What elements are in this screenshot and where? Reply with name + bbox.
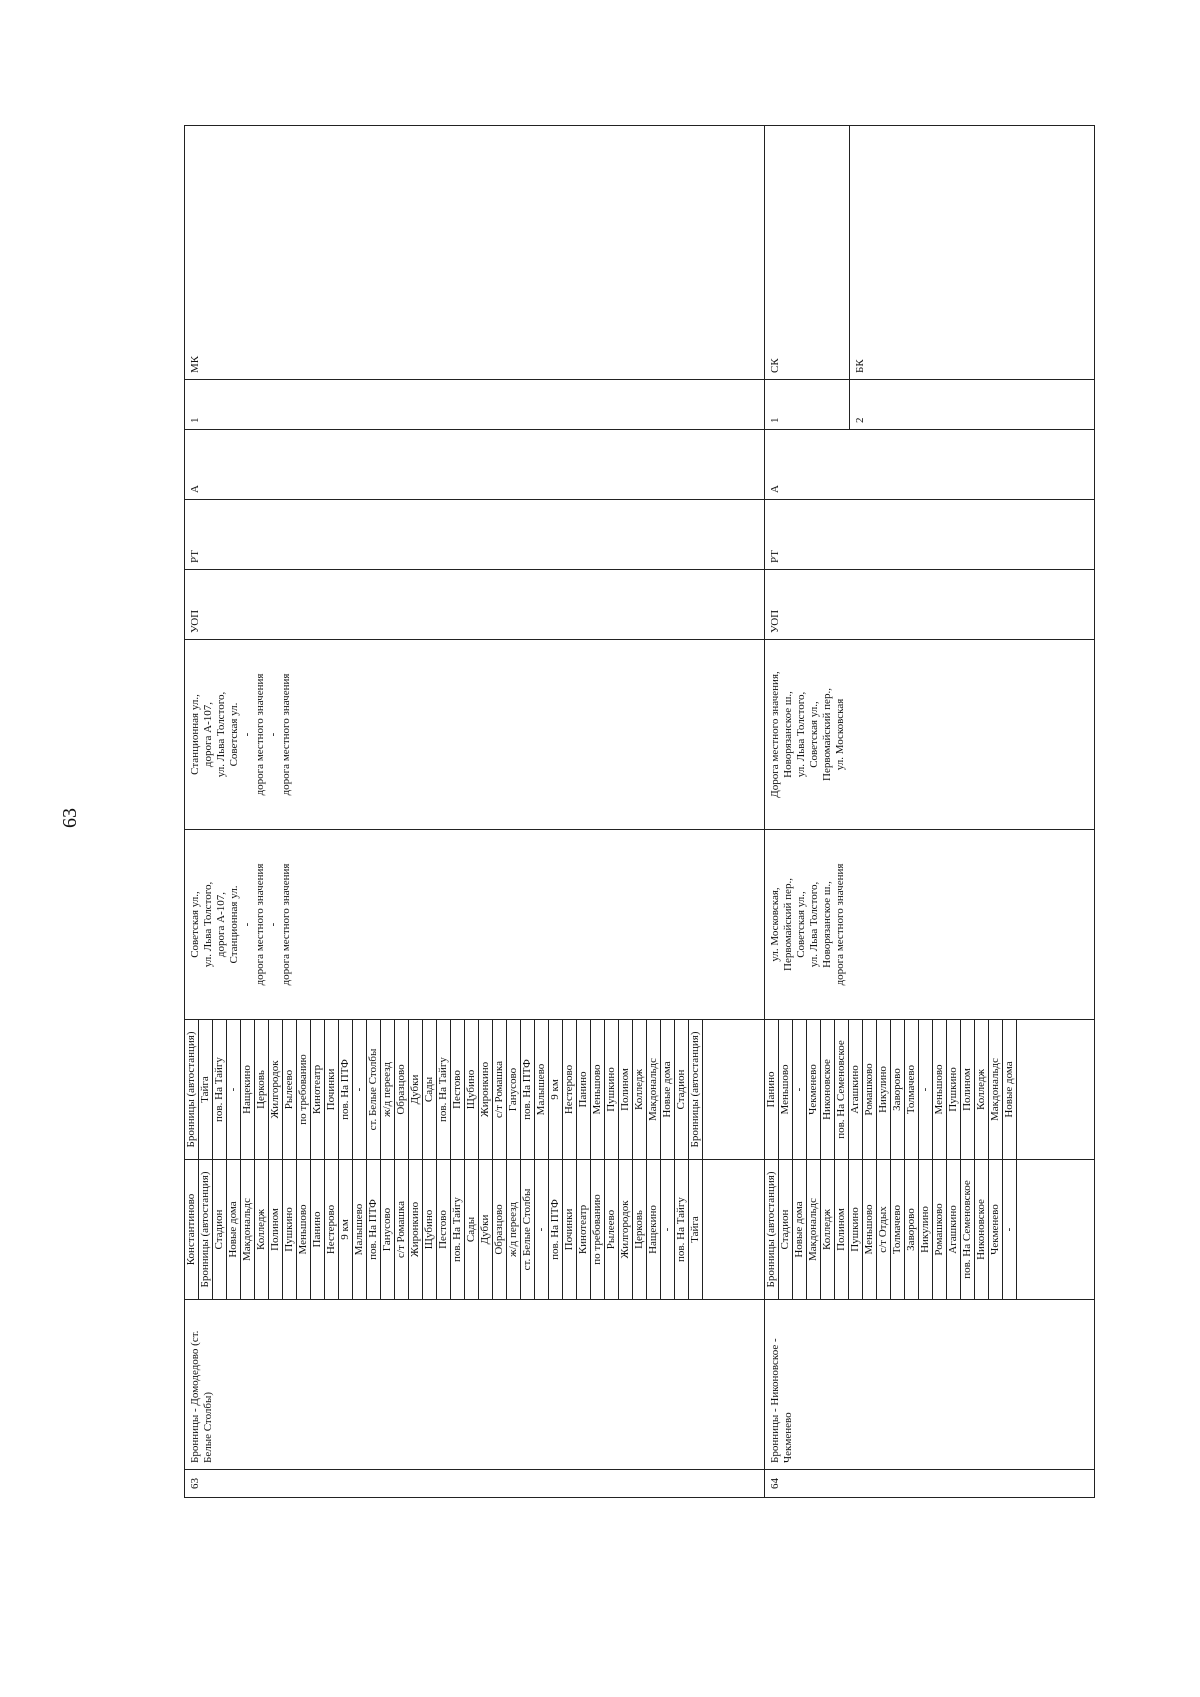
stop-row — [647, 1160, 661, 1299]
stop-name: с/т Ромашка — [493, 1020, 507, 1159]
vehicle-type: А — [185, 430, 765, 500]
stop-name: Малышево — [535, 1020, 549, 1159]
stop-name: Жилгородок — [269, 1020, 283, 1159]
stop-name: Кинотеатр — [311, 1020, 325, 1159]
stop-row — [493, 1020, 507, 1159]
vehicle-class: БК — [854, 359, 866, 373]
stop-name: Толмачево — [905, 1020, 919, 1159]
stop-row — [241, 1020, 255, 1159]
stop-row — [947, 1020, 961, 1159]
stop-row — [989, 1020, 1003, 1159]
stop-name: ст. Белые Столбы — [521, 1160, 535, 1299]
stop-row — [591, 1160, 605, 1299]
stops-forward-list — [765, 1160, 1017, 1299]
stop-row — [605, 1160, 619, 1299]
stop-name: Заворово — [891, 1020, 905, 1159]
vehicle-class-cell — [765, 126, 1095, 380]
stop-name: Толмачево — [891, 1160, 905, 1299]
stop-row — [877, 1020, 891, 1159]
stop-name: пов. На ПТФ — [549, 1160, 563, 1299]
stop-row — [905, 1020, 919, 1159]
stop-row — [423, 1160, 437, 1299]
stop-row — [1003, 1020, 1017, 1159]
stop-row — [339, 1020, 353, 1159]
streets-backward — [765, 640, 1095, 830]
stop-name: Нащекино — [241, 1020, 255, 1159]
stop-row — [891, 1020, 905, 1159]
stop-row — [353, 1160, 367, 1299]
route-row-63 — [185, 126, 765, 1498]
stop-name: Дубки — [479, 1160, 493, 1299]
streets-backward — [185, 640, 765, 830]
stop-row — [437, 1160, 451, 1299]
stop-name: Никоновское — [821, 1020, 835, 1159]
vehicle-count: 1 — [765, 380, 850, 429]
stop-name: Полином — [835, 1160, 849, 1299]
stop-row — [577, 1020, 591, 1159]
stop-name: Ганусово — [507, 1020, 521, 1159]
stop-name: Колледж — [975, 1020, 989, 1159]
stop-row — [689, 1020, 703, 1159]
stop-name: Колледж — [821, 1160, 835, 1299]
stop-row — [409, 1160, 423, 1299]
stop-row — [199, 1020, 213, 1159]
stop-name: с/т Ромашка — [395, 1160, 409, 1299]
street-line: дорога местного значения — [280, 863, 292, 986]
stop-name: Ромашково — [933, 1160, 947, 1299]
stop-name: Сады — [465, 1160, 479, 1299]
stop-name: - — [1003, 1160, 1017, 1299]
stop-name: Макдональдс — [241, 1160, 255, 1299]
vehicle-count-split — [765, 380, 882, 429]
stop-name: Полином — [961, 1020, 975, 1159]
stop-row — [849, 1160, 863, 1299]
stop-name: Панино — [765, 1020, 779, 1159]
stop-name: Починки — [325, 1020, 339, 1159]
stop-name: Тайга — [199, 1020, 213, 1159]
stop-row — [947, 1160, 961, 1299]
stop-row — [863, 1020, 877, 1159]
stop-name: Чекменево — [807, 1020, 821, 1159]
stop-row — [507, 1020, 521, 1159]
vehicle-count-cell — [765, 380, 1095, 430]
stop-name: Церковь — [255, 1020, 269, 1159]
stop-name: Полином — [619, 1020, 633, 1159]
stop-row — [779, 1020, 793, 1159]
stop-name: Пушкино — [947, 1020, 961, 1159]
stop-row — [325, 1160, 339, 1299]
stop-row — [619, 1160, 633, 1299]
vehicle-count: 2 — [854, 417, 866, 423]
stop-name: пов. На Тайгу — [437, 1020, 451, 1159]
stop-name: Образцово — [395, 1020, 409, 1159]
stops-backward-cell — [765, 1020, 1095, 1160]
street-line: Станционная ул., — [189, 694, 201, 775]
stop-name: Рылеево — [283, 1020, 297, 1159]
stop-name: Никулино — [877, 1020, 891, 1159]
stop-name: Панино — [577, 1020, 591, 1159]
stop-name: пов. На Семеновское — [835, 1020, 849, 1159]
stop-row — [821, 1160, 835, 1299]
stop-row — [311, 1160, 325, 1299]
stop-name: Пестово — [451, 1020, 465, 1159]
stop-name: Тайга — [689, 1160, 703, 1299]
stop-name: Щубино — [465, 1020, 479, 1159]
stop-name: ст. Белые Столбы — [367, 1020, 381, 1159]
stop-row — [989, 1160, 1003, 1299]
stop-row — [535, 1020, 549, 1159]
street-line: Первомайский пер., — [821, 688, 833, 781]
stop-name: Пушкино — [283, 1160, 297, 1299]
street-line: Первомайский пер., — [782, 878, 794, 971]
stop-name: пов. На Тайгу — [451, 1160, 465, 1299]
stop-name: Бронницы (автостанция) — [765, 1160, 779, 1299]
stop-order: УОП — [765, 570, 1095, 640]
street-line: Советская ул. — [228, 702, 240, 767]
stop-name: Малышево — [353, 1160, 367, 1299]
street-line: - — [267, 732, 279, 737]
stop-row — [395, 1020, 409, 1159]
stop-row — [297, 1020, 311, 1159]
stop-row — [311, 1020, 325, 1159]
stop-row — [961, 1160, 975, 1299]
stop-row — [675, 1020, 689, 1159]
stop-name: Чекменево — [989, 1160, 1003, 1299]
stop-name: Никулино — [919, 1160, 933, 1299]
stop-row — [807, 1020, 821, 1159]
stop-name: Меньшово — [779, 1020, 793, 1159]
stops-forward-list — [185, 1160, 703, 1299]
street-line: Советская ул., — [189, 891, 201, 958]
stop-row — [591, 1020, 605, 1159]
stop-row — [395, 1160, 409, 1299]
stop-name: - — [793, 1020, 807, 1159]
stop-row — [381, 1020, 395, 1159]
stop-name: Щубино — [423, 1160, 437, 1299]
stop-row — [961, 1020, 975, 1159]
stop-row — [577, 1160, 591, 1299]
stop-row — [661, 1020, 675, 1159]
streets-forward — [765, 830, 1095, 1020]
stop-name: - — [919, 1020, 933, 1159]
stop-row — [891, 1160, 905, 1299]
stop-row — [199, 1160, 213, 1299]
street-line: ул. Льва Толстого, — [202, 881, 214, 968]
stop-row — [213, 1160, 227, 1299]
streets-forward — [185, 830, 765, 1020]
stop-row — [605, 1020, 619, 1159]
stop-row — [269, 1160, 283, 1299]
stop-row — [933, 1020, 947, 1159]
stop-name: Дубки — [409, 1020, 423, 1159]
stop-name: Полином — [269, 1160, 283, 1299]
stop-name: Стадион — [213, 1160, 227, 1299]
stop-row — [933, 1160, 947, 1299]
stop-name: Церковь — [633, 1160, 647, 1299]
stop-name: Жилгородок — [619, 1160, 633, 1299]
stop-name: по требованию — [591, 1160, 605, 1299]
stop-row — [905, 1160, 919, 1299]
stop-row — [563, 1020, 577, 1159]
stop-name: Колледж — [633, 1020, 647, 1159]
street-line: Дорога местного значения, — [769, 671, 781, 798]
stop-name: ж/д переезд — [381, 1020, 395, 1159]
stop-row — [465, 1020, 479, 1159]
stops-header: Константиново — [185, 1160, 199, 1299]
stop-name: Пестово — [437, 1160, 451, 1299]
stop-row — [793, 1020, 807, 1159]
vehicle-class: МК — [185, 126, 765, 380]
stop-row — [821, 1020, 835, 1159]
stop-row — [339, 1160, 353, 1299]
stop-name: Пушкино — [849, 1160, 863, 1299]
vehicle-type: А — [765, 430, 1095, 500]
stop-row — [549, 1020, 563, 1159]
street-line: Станционная ул. — [228, 885, 240, 964]
stop-name: Стадион — [675, 1020, 689, 1159]
route-name: Бронницы - Никоновское - Чекменево — [765, 1300, 1095, 1470]
stop-row — [835, 1160, 849, 1299]
stop-row — [451, 1160, 465, 1299]
stop-row — [689, 1160, 703, 1299]
vehicle-class-split — [765, 126, 882, 379]
street-line: ул. Льва Толстого, — [808, 881, 820, 968]
stop-row — [807, 1160, 821, 1299]
street-line: ул. Льва Толстого, — [215, 691, 227, 778]
stop-name: Никоновское — [975, 1160, 989, 1299]
stop-name: Нестерово — [325, 1160, 339, 1299]
stop-name: Бронницы (автостанция) — [689, 1020, 703, 1159]
stop-row — [563, 1160, 577, 1299]
stop-name: ж/д переезд — [507, 1160, 521, 1299]
stop-name: Образцово — [493, 1160, 507, 1299]
route-number: 63 — [185, 1470, 765, 1498]
stop-row — [269, 1020, 283, 1159]
street-line: - — [267, 922, 279, 927]
stop-row — [975, 1020, 989, 1159]
stops-backward-cell — [185, 1020, 765, 1160]
stop-row — [493, 1160, 507, 1299]
stop-name: Рылеево — [605, 1160, 619, 1299]
stop-name: Жиронкино — [479, 1020, 493, 1159]
stop-row — [765, 1020, 779, 1159]
stop-row — [633, 1020, 647, 1159]
stop-name: с/т Отдых — [877, 1160, 891, 1299]
street-line: дорога местного значения — [254, 673, 266, 796]
stop-name: Заворово — [905, 1160, 919, 1299]
stop-name: - — [353, 1020, 367, 1159]
stop-name: Нестерово — [563, 1020, 577, 1159]
tariff: РТ — [185, 500, 765, 570]
stop-row — [835, 1020, 849, 1159]
stop-name: Новые дома — [793, 1160, 807, 1299]
street-line: дорога местного значения — [834, 863, 846, 986]
vehicle-class: СК — [765, 126, 850, 379]
stop-name: 9 км — [339, 1160, 353, 1299]
stop-name: пов. На Тайгу — [213, 1020, 227, 1159]
stop-row — [975, 1160, 989, 1299]
stop-row — [409, 1020, 423, 1159]
stop-row — [367, 1160, 381, 1299]
stop-row — [919, 1160, 933, 1299]
stop-name: 9 км — [549, 1020, 563, 1159]
stop-name: Кинотеатр — [577, 1160, 591, 1299]
stop-row — [647, 1020, 661, 1159]
vehicle-count: 1 — [185, 380, 765, 430]
stop-row — [521, 1020, 535, 1159]
stop-row — [227, 1020, 241, 1159]
stop-name: Починки — [563, 1160, 577, 1299]
stop-name: Ромашково — [863, 1020, 877, 1159]
street-line: дорога местного значения — [280, 673, 292, 796]
stop-row — [521, 1160, 535, 1299]
stops-forward-cell — [185, 1160, 765, 1300]
tariff: РТ — [765, 500, 1095, 570]
street-line: ул. Льва Толстого, — [795, 691, 807, 778]
stop-name: Агашкино — [849, 1020, 863, 1159]
stop-row — [919, 1020, 933, 1159]
stop-row — [255, 1020, 269, 1159]
stop-row — [633, 1160, 647, 1299]
stop-row — [213, 1020, 227, 1159]
stop-name: Нащекино — [647, 1160, 661, 1299]
stop-name: Колледж — [255, 1160, 269, 1299]
street-line: ул. Московская — [834, 698, 846, 771]
stop-name: Меньшово — [591, 1020, 605, 1159]
stop-row — [437, 1020, 451, 1159]
stop-name: Макдональдс — [647, 1020, 661, 1159]
stop-row — [367, 1020, 381, 1159]
stop-row — [255, 1160, 269, 1299]
stop-name: пов. На ПТФ — [521, 1020, 535, 1159]
stop-row — [661, 1160, 675, 1299]
stop-row — [863, 1160, 877, 1299]
street-line: дорога А-107, — [202, 701, 214, 768]
stops-header-back: Бронницы (автостанция) — [185, 1020, 199, 1159]
stop-row — [779, 1160, 793, 1299]
stop-row — [549, 1160, 563, 1299]
stop-row — [283, 1160, 297, 1299]
stop-name: по требованию — [297, 1020, 311, 1159]
stop-row — [227, 1160, 241, 1299]
stop-row — [793, 1160, 807, 1299]
stop-row — [507, 1160, 521, 1299]
street-line: Советская ул., — [808, 701, 820, 768]
street-line: дорога А-107, — [215, 891, 227, 958]
street-line: ул. Московская, — [769, 887, 781, 962]
stop-row — [353, 1020, 367, 1159]
stop-name: Макдональдс — [807, 1160, 821, 1299]
route-number: 64 — [765, 1470, 1095, 1498]
street-line: Новорязанское ш., — [821, 881, 833, 968]
route-table — [184, 125, 1095, 1498]
stop-row — [535, 1160, 549, 1299]
stop-row — [619, 1020, 633, 1159]
stop-name: Пушкино — [605, 1020, 619, 1159]
stop-name: Стадион — [779, 1160, 793, 1299]
stop-name: Новые дома — [661, 1020, 675, 1159]
stop-name: Панино — [311, 1160, 325, 1299]
page-number: 63 — [59, 808, 81, 828]
stop-name: Жиронкино — [409, 1160, 423, 1299]
stop-row — [283, 1020, 297, 1159]
stop-name: - — [227, 1020, 241, 1159]
stop-name: Новые дома — [1003, 1020, 1017, 1159]
stop-row — [877, 1160, 891, 1299]
stop-name: Новые дома — [227, 1160, 241, 1299]
stop-name: пов. На Семеновское — [961, 1160, 975, 1299]
stop-name: пов. На ПТФ — [367, 1160, 381, 1299]
stop-name: Бронницы (автостанция) — [199, 1160, 213, 1299]
stops-forward-cell — [765, 1160, 1095, 1300]
street-line: - — [241, 922, 253, 927]
stop-row — [465, 1160, 479, 1299]
stop-name: - — [661, 1160, 675, 1299]
stop-row — [241, 1160, 255, 1299]
stop-name: Макдональдс — [989, 1020, 1003, 1159]
stop-row — [325, 1020, 339, 1159]
stop-name: пов. На Тайгу — [675, 1160, 689, 1299]
stop-name: Агашкино — [947, 1160, 961, 1299]
stop-row — [423, 1020, 437, 1159]
street-line: - — [241, 732, 253, 737]
stop-order: УОП — [185, 570, 765, 640]
stops-backward-list — [765, 1020, 1017, 1159]
stop-row — [381, 1160, 395, 1299]
route-register — [184, 126, 1116, 1498]
stop-name: Ганусово — [381, 1160, 395, 1299]
stop-name: пов. На ПТФ — [339, 1020, 353, 1159]
stop-row — [675, 1160, 689, 1299]
route-row-64 — [765, 126, 1095, 1498]
stop-name: - — [535, 1160, 549, 1299]
stop-row — [479, 1020, 493, 1159]
stop-name: Меньшово — [297, 1160, 311, 1299]
stop-row — [451, 1020, 465, 1159]
street-line: дорога местного значения — [254, 863, 266, 986]
street-line: Новорязанское ш., — [782, 691, 794, 778]
stop-name: Меньшово — [863, 1160, 877, 1299]
stop-row — [297, 1160, 311, 1299]
stop-row — [765, 1160, 779, 1299]
street-line: Советская ул., — [795, 891, 807, 958]
stop-row — [849, 1020, 863, 1159]
route-name: Бронницы - Домодедово (ст. Белые Столбы) — [185, 1300, 765, 1470]
stops-backward-list — [185, 1020, 703, 1159]
stop-row — [1003, 1160, 1017, 1299]
stop-name: Меньшово — [933, 1020, 947, 1159]
stop-row — [479, 1160, 493, 1299]
stop-name: Сады — [423, 1020, 437, 1159]
